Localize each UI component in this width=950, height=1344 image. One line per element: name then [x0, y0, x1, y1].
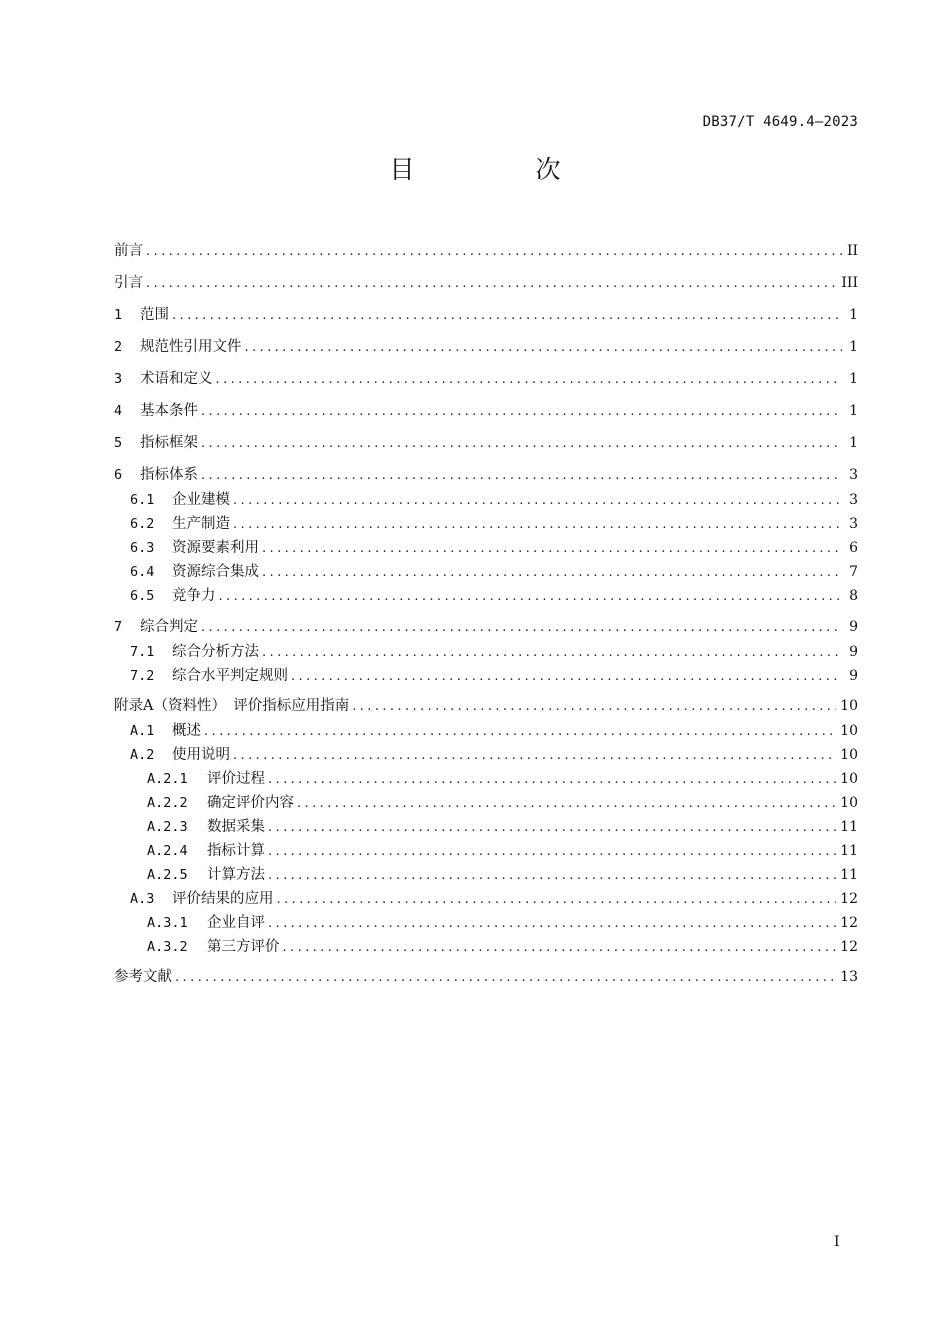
toc-entry-7-1[interactable]: 7.1 综合分析方法 ..... 9	[114, 641, 858, 663]
toc-section-number: A.3.2	[147, 939, 188, 955]
footer-page-number: I	[834, 1234, 840, 1250]
toc-section-number: 6.1	[130, 492, 155, 508]
toc-entry-6-4[interactable]: 6.4 资源综合集成 ..... 7	[114, 561, 858, 583]
toc-entry-a-3[interactable]: A.3 评价结果的应用 ..... 12	[114, 888, 858, 910]
toc-section-number: A.3.1	[147, 915, 188, 931]
toc-section-number: 7.2	[130, 668, 155, 684]
toc-entry-a-2-2[interactable]: A.2.2 确定评价内容 ..... 10	[114, 792, 858, 814]
toc-section-number: 1	[114, 307, 123, 323]
page-title: 目 次	[389, 155, 609, 184]
toc-section-number: 6.2	[130, 516, 155, 532]
toc-entry-7[interactable]: 7 综合判定 ..... 9	[114, 616, 858, 638]
toc-page-number: 3	[849, 516, 858, 532]
toc-page-number: 9	[849, 668, 858, 684]
toc-entry-7-2[interactable]: 7.2 综合水平判定规则 ..... 9	[114, 665, 858, 687]
toc-page-number: 11	[840, 867, 858, 883]
toc-entry-6[interactable]: 6 指标体系 ..... 3	[114, 464, 858, 486]
toc-section-number: A.2.3	[147, 819, 188, 835]
toc-page-number: 1	[849, 435, 858, 451]
toc-entry-6-2[interactable]: 6.2 生产制造 ..... 3	[114, 513, 858, 535]
toc-page-number: III	[841, 275, 858, 291]
toc-page-number: 11	[840, 819, 858, 835]
toc-page-number: 12	[840, 939, 858, 955]
toc-entry-4[interactable]: 4 基本条件 ..... 1	[114, 400, 858, 422]
toc-entry-2[interactable]: 2 规范性引用文件 ..... 1	[114, 336, 858, 358]
toc-entry-3[interactable]: 3 术语和定义 ..... 1	[114, 368, 858, 390]
toc-page-number: 1	[849, 307, 858, 323]
toc-entry-1[interactable]: 1 范围 ..... 1	[114, 304, 858, 326]
toc-entry-introduction[interactable]: 引言 ..... III	[114, 272, 858, 294]
toc-section-number: 7.1	[130, 644, 155, 660]
document-code: DB37/T 4649.4—2023	[702, 114, 858, 130]
toc-entry-5[interactable]: 5 指标框架 ..... 1	[114, 432, 858, 454]
toc-page-number: 1	[849, 371, 858, 387]
toc-page-number: 1	[849, 403, 858, 419]
toc-page-number: 8	[849, 588, 858, 604]
toc-section-number: 6.3	[130, 540, 155, 556]
toc-section-number: 7	[114, 619, 123, 635]
toc-section-number: 6	[114, 467, 123, 483]
toc-entry-a-2-4[interactable]: A.2.4 指标计算 ..... 11	[114, 840, 858, 862]
toc-section-number: 6.4	[130, 564, 155, 580]
toc-section-number: 5	[114, 435, 123, 451]
toc-page-number: 13	[840, 969, 858, 985]
toc-entry-a-2-5[interactable]: A.2.5 计算方法 ..... 11	[114, 864, 858, 886]
toc-entry-foreword[interactable]: 前言 ..... II	[114, 240, 858, 262]
toc-entry-a-2[interactable]: A.2 使用说明 ..... 10	[114, 744, 858, 766]
toc-entry-a-3-2[interactable]: A.3.2 第三方评价 ..... 12	[114, 936, 858, 958]
toc-entry-a-1[interactable]: A.1 概述 ..... 10	[114, 720, 858, 742]
toc-page-number: 9	[849, 619, 858, 635]
toc-section-number: A.2.1	[147, 771, 188, 787]
toc-entry-6-1[interactable]: 6.1 企业建模 ..... 3	[114, 489, 858, 511]
toc-section-number: A.3	[130, 891, 155, 907]
toc-page-number: 10	[840, 795, 858, 811]
toc-entry-6-5[interactable]: 6.5 竞争力 ..... 8	[114, 585, 858, 607]
toc-page-number: 10	[840, 771, 858, 787]
toc-section-number: 2	[114, 339, 123, 355]
toc-section-number: A.2	[130, 747, 155, 763]
toc-page-number: 11	[840, 843, 858, 859]
toc-section-number: A.2.5	[147, 867, 188, 883]
toc-page-number: 10	[840, 747, 858, 763]
toc-page-number: 12	[840, 915, 858, 931]
toc-page-number: II	[846, 243, 858, 259]
toc-section-number: A.2.2	[147, 795, 188, 811]
toc-entry-a-2-1[interactable]: A.2.1 评价过程 ..... 10	[114, 768, 858, 790]
toc-section-number: A.2.4	[147, 843, 188, 859]
toc-entry-6-3[interactable]: 6.3 资源要素利用 ..... 6	[114, 537, 858, 559]
toc-page-number: 10	[840, 698, 858, 714]
toc-entry-a-3-1[interactable]: A.3.1 企业自评 ..... 12	[114, 912, 858, 934]
toc-page-number: 10	[840, 723, 858, 739]
toc-entry-a-2-3[interactable]: A.2.3 数据采集 ..... 11	[114, 816, 858, 838]
toc-page-number: 9	[849, 644, 858, 660]
toc-section-number: 3	[114, 371, 123, 387]
toc-entry-bibliography[interactable]: 参考文献 ..... 13	[114, 966, 858, 988]
toc-page-number: 7	[849, 564, 858, 580]
toc-section-number: 4	[114, 403, 123, 419]
toc-page-number: 3	[849, 492, 858, 508]
toc-entry-appendix-a[interactable]: 附录A（资料性） 评价指标应用指南 ..... 10	[114, 695, 858, 717]
toc-page-number: 6	[849, 540, 858, 556]
toc-section-number: A.1	[130, 723, 155, 739]
toc-page-number: 1	[849, 339, 858, 355]
toc-section-number: 6.5	[130, 588, 155, 604]
toc-page-number: 12	[840, 891, 858, 907]
toc-page-number: 3	[849, 467, 858, 483]
